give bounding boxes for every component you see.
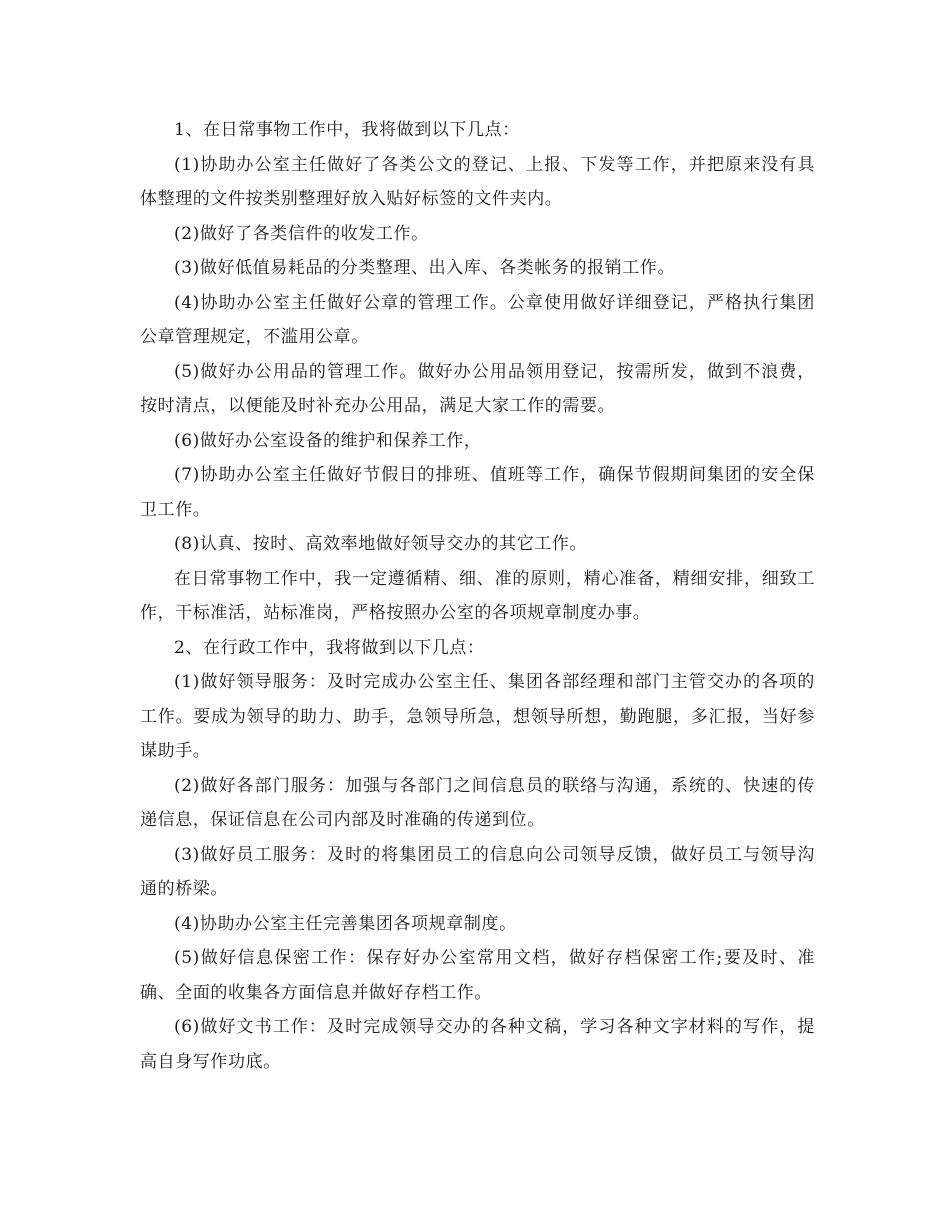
- paragraph-item-2-2: (2)做好各部门服务：加强与各部门之间信息员的联络与沟通，系统的、快速的传递信息，保证信息在公司内部及时准确的传递到位。: [140, 775, 815, 830]
- paragraph-item-1-6: (6)做好办公室设备的维护和保养工作，: [174, 430, 482, 451]
- paragraph-item-2-5: (5)做好信息保密工作：保存好办公室常用文档，做好存档保密工作;要及时、准确、全面的收集各方面信息并做好存档工作。: [140, 948, 815, 1003]
- paragraph-item-1-8: (8)认真、按时、高效率地做好领导交办的其它工作。: [174, 534, 588, 554]
- document-body: [140, 113, 815, 1079]
- paragraph-section-2-heading: 2、在行政工作中，我将做到以下几点：: [174, 637, 485, 658]
- paragraph-item-2-3: (3)做好员工服务：及时的将集团员工的信息向公司领导反馈，做好员工与领导沟通的桥梁。: [140, 844, 815, 899]
- paragraph-item-2-1: (1)做好领导服务：及时完成办公室主任、集团各部经理和部门主管交办的各项的工作。要成为领导的助力、助手，急领导所急，想领导所想，勤跑腿，多汇报，当好参谋助手。: [140, 672, 815, 761]
- paragraph-item-1-5: (5)做好办公用品的管理工作。做好办公用品领用登记，按需所发，做到不浪费，按时清点，以便能及时补充办公用品，满足大家工作的需要。: [140, 361, 815, 416]
- paragraph-item-1-1: (1)协助办公室主任做好了各类公文的登记、上报、下发等工作，并把原来没有具体整理的文件按类别整理好放入贴好标签的文件夹内。: [140, 154, 815, 209]
- paragraph-item-1-3: (3)做好低值易耗品的分类整理、出入库、各类帐务的报销工作。: [174, 258, 676, 278]
- paragraph-item-2-4: (4)协助办公室主任完善集团各项规章制度。: [174, 913, 517, 934]
- paragraph-section-1-summary: 在日常事物工作中，我一定遵循精、细、准的原则，精心准备，精细安排，细致工作，干标准活，站标准岗，严格按照办公室的各项规章制度办事。: [140, 568, 815, 623]
- paragraph-item-1-2: (2)做好了各类信件的收发工作。: [174, 223, 429, 244]
- paragraph-item-1-4: (4)协助办公室主任做好公章的管理工作。公章使用做好详细登记，严格执行集团公章管理规定，不滥用公章。: [140, 292, 815, 347]
- paragraph-item-1-7: (7)协助办公室主任做好节假日的排班、值班等工作，确保节假期间集团的安全保卫工作。: [140, 465, 815, 520]
- paragraph-section-1-heading: 1、在日常事物工作中，我将做到以下几点：: [174, 120, 520, 140]
- paragraph-item-2-6: (6)做好文书工作：及时完成领导交办的各种文稿，学习各种文字材料的写作，提高自身写作功底。: [140, 1017, 815, 1072]
